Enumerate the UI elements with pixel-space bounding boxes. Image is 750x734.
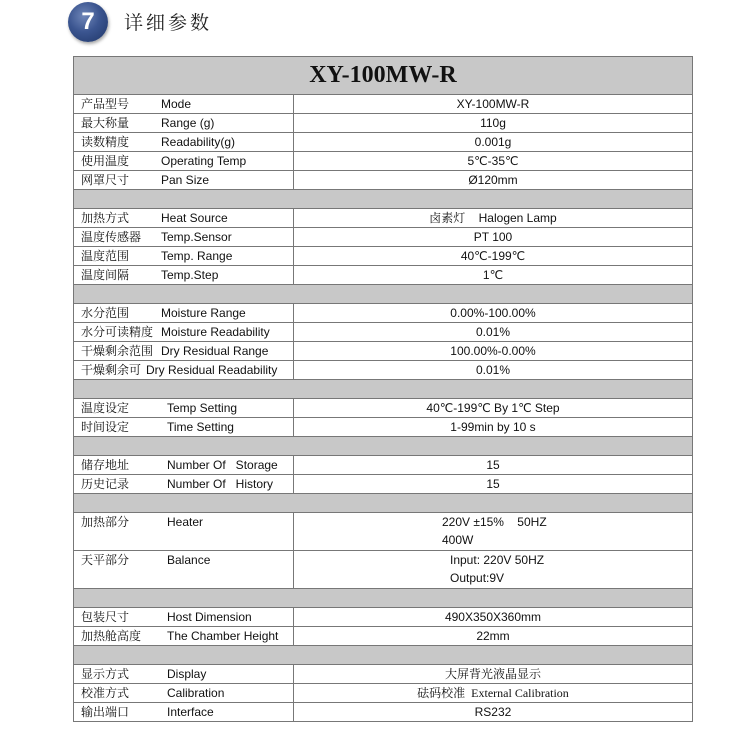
- row-value: 0.01%: [475, 363, 511, 377]
- group-separator: [74, 589, 692, 608]
- spec-table: [73, 56, 693, 722]
- row-value: 0.001g: [474, 135, 512, 149]
- group-separator: [74, 190, 692, 209]
- row-value-line: 400W: [442, 533, 474, 547]
- table-row: [74, 342, 692, 361]
- section-number-badge: 7: [68, 2, 108, 42]
- row-label-en: Temp.Step: [161, 268, 219, 282]
- row-label-en: Temp. Range: [161, 249, 233, 263]
- row-label-cn: 温度间隔: [81, 268, 130, 282]
- table-row: [74, 323, 692, 342]
- table-row: [74, 209, 692, 228]
- row-label-en: Temp.Sensor: [161, 230, 232, 244]
- row-value: 40℃-199℃ By 1℃ Step: [426, 401, 560, 415]
- row-label-en: Display: [167, 667, 207, 681]
- row-label-cn: 时间设定: [81, 420, 130, 434]
- row-label-en: Moisture Range: [161, 306, 246, 320]
- row-label-cn: 加热部分: [81, 515, 130, 529]
- table-row: [74, 304, 692, 323]
- row-label-en: Mode: [161, 97, 192, 111]
- row-value: 砝码校准 External Calibration: [417, 686, 569, 700]
- table-row: [74, 171, 692, 190]
- row-label-cn: 历史记录: [81, 477, 130, 491]
- table-row: [74, 456, 692, 475]
- row-label-cn: 产品型号: [81, 97, 130, 111]
- table-row: [74, 266, 692, 285]
- table-row: [74, 152, 692, 171]
- row-label-cn: 水分可读精度: [81, 325, 154, 339]
- row-label-cn: 储存地址: [81, 458, 130, 472]
- table-row: [74, 513, 692, 551]
- row-label-en: Number Of History: [167, 477, 274, 491]
- row-label-cn: 网罩尺寸: [81, 173, 130, 187]
- row-label-en: Heat Source: [161, 211, 228, 225]
- row-label-en: Dry Residual Range: [161, 344, 269, 358]
- row-label-en: Interface: [167, 705, 214, 719]
- row-value: 15: [486, 458, 500, 472]
- row-label-en: Temp Setting: [167, 401, 238, 415]
- row-label-cn: 显示方式: [81, 667, 130, 681]
- row-label-en: Heater: [167, 515, 204, 529]
- table-row: [74, 608, 692, 627]
- row-label-en: Operating Temp: [161, 154, 247, 168]
- table-row: [74, 114, 692, 133]
- table-row: [74, 399, 692, 418]
- row-value: Ø120mm: [468, 173, 518, 187]
- row-label-en: Balance: [167, 553, 211, 567]
- row-label-cn: 温度设定: [81, 401, 130, 415]
- row-label-cn: 读数精度: [81, 135, 130, 149]
- table-row: [74, 95, 692, 114]
- table-row: [74, 247, 692, 266]
- row-value: 0.01%: [475, 325, 511, 339]
- row-value-line: Input: 220V 50HZ: [450, 553, 545, 567]
- table-row: [74, 703, 692, 721]
- table-row: [74, 418, 692, 437]
- group-separator: [74, 437, 692, 456]
- table-row: [74, 133, 692, 152]
- row-value: RS232: [474, 705, 512, 719]
- table-row: [74, 228, 692, 247]
- group-separator: [74, 646, 692, 665]
- section-header: [0, 0, 750, 50]
- row-label-cn: 干燥剩余可: [81, 363, 142, 377]
- row-label-cn: 加热舱高度: [81, 629, 142, 643]
- row-label-cn: 干燥剩余范围: [81, 344, 154, 358]
- row-label-cn: 校准方式: [81, 686, 130, 700]
- row-value: 40℃-199℃: [460, 249, 526, 263]
- row-value: 110g: [480, 116, 506, 130]
- row-label-cn: 水分范围: [81, 306, 130, 320]
- table-row: [74, 551, 692, 589]
- row-value-line: Output:9V: [450, 571, 505, 585]
- row-value: 0.00%-100.00%: [450, 306, 536, 320]
- row-label-cn: 使用温度: [81, 154, 130, 168]
- row-label-en: Time Setting: [167, 420, 234, 434]
- table-row: [74, 361, 692, 380]
- row-value: 490X350X360mm: [444, 610, 542, 624]
- row-label-en: Calibration: [167, 686, 225, 700]
- row-value-line: 220V ±15% 50HZ: [442, 515, 547, 529]
- group-separator: [74, 285, 692, 304]
- group-separator: [74, 380, 692, 399]
- row-value: 5℃-35℃: [467, 154, 519, 168]
- row-label-en: The Chamber Height: [167, 629, 279, 643]
- row-value: 大屏背光液晶显示: [444, 667, 541, 681]
- row-label-cn: 天平部分: [81, 553, 130, 567]
- table-row: [74, 665, 692, 684]
- row-label-en: Readability(g): [161, 135, 236, 149]
- section-title: 详细参数: [124, 12, 213, 34]
- table-row: [74, 684, 692, 703]
- row-value: 22mm: [476, 629, 510, 643]
- row-label-cn: 输出端口: [81, 705, 130, 719]
- row-label-en: Host Dimension: [167, 610, 252, 624]
- row-label-cn: 温度传感器: [81, 230, 142, 244]
- row-value: XY-100MW-R: [456, 97, 530, 111]
- row-label-en: Pan Size: [161, 173, 210, 187]
- row-value: PT 100: [473, 230, 513, 244]
- row-label-en: Number Of Storage: [167, 458, 278, 472]
- row-label-cn: 最大称量: [81, 116, 130, 130]
- row-value: 100.00%-0.00%: [450, 344, 536, 358]
- row-label-cn: 温度范围: [81, 249, 130, 263]
- row-value: 卤素灯 Halogen Lamp: [429, 211, 557, 225]
- row-label-cn: 加热方式: [81, 211, 130, 225]
- group-separator: [74, 494, 692, 513]
- row-label-en: Range (g): [161, 116, 215, 130]
- row-label-cn: 包装尺寸: [81, 610, 130, 624]
- spec-table-title: XY-100MW-R: [74, 57, 692, 95]
- row-label-en: Dry Residual Readability: [146, 363, 278, 377]
- row-label-en: Moisture Readability: [161, 325, 270, 339]
- table-row: [74, 475, 692, 494]
- row-value: 1℃: [482, 268, 504, 282]
- table-row: [74, 627, 692, 646]
- row-value: 15: [486, 477, 500, 491]
- row-value: 1-99min by 10 s: [450, 420, 536, 434]
